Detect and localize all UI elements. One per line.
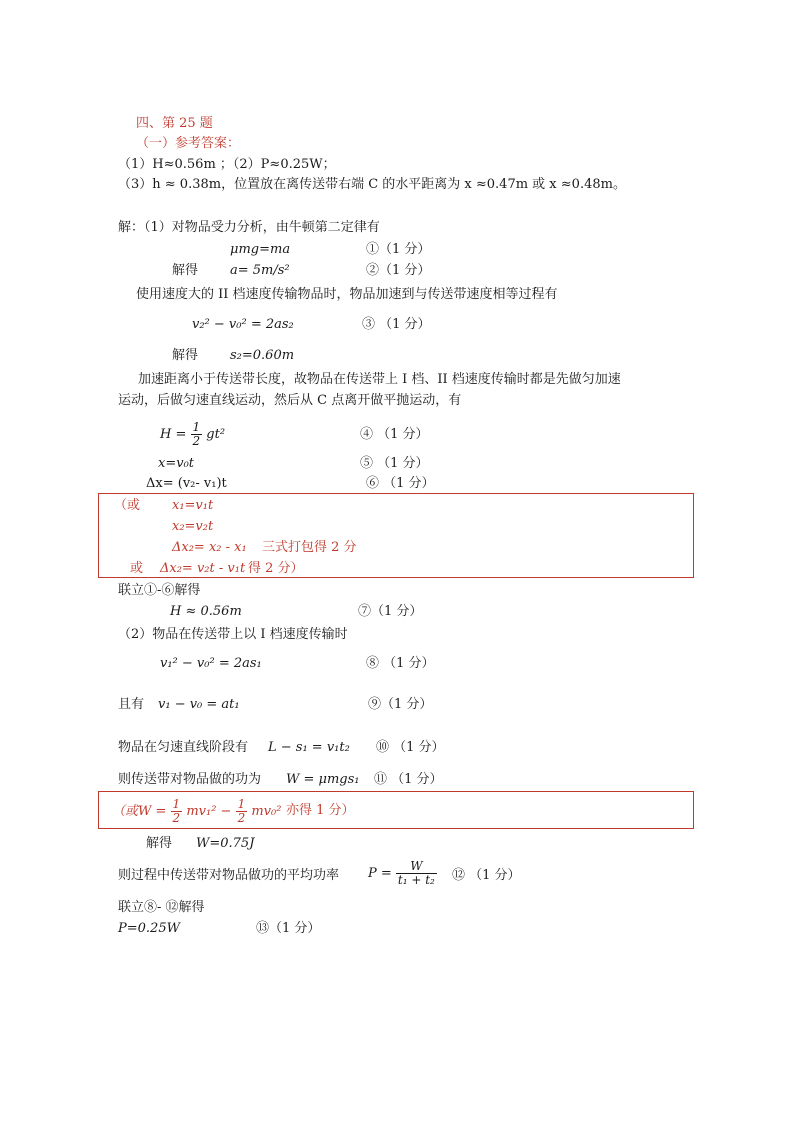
equation-3-result-prefix: 解得 [172, 348, 199, 363]
alternative-eq-3: Δx₂= x₂ - x₁ [172, 540, 247, 555]
equation-2: a= 5m/s² [230, 263, 290, 278]
equation-2-prefix: 解得 [172, 263, 199, 278]
equation-11-mark: ⑪ （1 分） [374, 772, 443, 787]
equation-3-result: s₂=0.60m [230, 348, 295, 363]
paragraph-2: 使用速度大的 II 档速度传输物品时，物品加速到与传送带速度相等过程有 [136, 287, 558, 302]
equation-5-mark: ⑤ （1 分） [360, 456, 429, 471]
equation-12-prefix: 则过程中传送带对物品做功的平均功率 [118, 868, 340, 883]
alternative-eq-1: x₁=v₁t [172, 498, 214, 513]
equation-11: W = μmgs₁ [286, 772, 360, 787]
reference-answer-heading: （一）参考答案： [136, 136, 241, 151]
paragraph-3a: 加速距离小于传送带长度，故物品在传送带上 I 档、II 档速度传输时都是先做匀加速 [138, 372, 621, 387]
equation-12-mark: ⑫ （1 分） [452, 868, 521, 883]
equation-6-mark: ⑥ （1 分） [366, 476, 435, 491]
equation-10-prefix: 物品在匀速直线阶段有 [118, 740, 249, 755]
equation-7: H ≈ 0.56m [170, 604, 242, 619]
solution-intro: 解：（1）对物品受力分析，由牛顿第二定律有 [118, 220, 380, 235]
equation-1-mark: ①（1 分） [366, 242, 431, 257]
equation-9-mark: ⑨（1 分） [368, 697, 433, 712]
answer-line-2: （3）h ≈ 0.38m，位置放在离传送带右端 C 的水平距离为 x ≈0.47m 或 x ≈0.48m。 [118, 177, 626, 192]
equation-12: P = $\frac{W}{\text{t₁ + t₂}}$ [368, 859, 435, 887]
equation-5: x=v₀t [158, 456, 195, 471]
part-2-intro: （2）物品在传送带上以 I 档速度传输时 [118, 627, 348, 642]
equation-11-prefix: 则传送带对物品做的功为 [118, 772, 262, 787]
paragraph-3b: 运动，后做匀速直线运动，然后从 C 点离开做平抛运动，有 [118, 393, 462, 408]
equation-2-mark: ②（1 分） [366, 263, 431, 278]
equation-13-mark: ⑬（1 分） [256, 921, 321, 936]
combine-2: 联立⑧- ⑫解得 [118, 900, 205, 915]
answer-line-1: （1）H≈0.56m ；（2）P≈0.25W； [118, 157, 336, 172]
alternative-or-label: （或 [114, 498, 141, 513]
equation-4: H = $\frac{1}{2}$ gt² [160, 420, 226, 448]
section-heading: 四、第 25 题 [136, 116, 213, 131]
equation-4-mark: ④ （1 分） [360, 427, 429, 442]
alternative-eq-5-fraction-2: $\frac{1}{2}$ [237, 797, 246, 825]
equation-10-mark: ⑩ （1 分） [376, 740, 445, 755]
alternative-eq-5-fraction-1: $\frac{1}{2}$ [172, 797, 181, 825]
alternative-or-label-2: 或 [130, 561, 144, 576]
equation-3: v₂² − v₀² = 2as₂ [192, 317, 294, 332]
equation-8-mark: ⑧ （1 分） [366, 656, 435, 671]
alternative-eq-5: （或W = $\frac{1}{2}$ mv₁² − $\frac{1}{2}$ mv₀² [112, 797, 282, 825]
equation-13: P=0.25W [118, 921, 180, 936]
equation-9: v₁ − v₀ = at₁ [158, 697, 240, 712]
equation-3-mark: ③ （1 分） [362, 317, 431, 332]
equation-12-fraction: $\frac{W}{\text{t₁ + t₂}}$ [397, 859, 435, 887]
alternative-eq-2: x₂=v₂t [172, 519, 214, 534]
equation-10: L − s₁ = v₁t₂ [268, 740, 350, 755]
equation-1: μmg=ma [230, 242, 291, 257]
alternative-eq-3-note: 三式打包得 2 分 [262, 540, 357, 555]
equation-11-result: W=0.75J [196, 836, 255, 851]
equation-6: Δx= (v₂- v₁)t [146, 476, 227, 491]
combine-1: 联立①-⑥解得 [118, 583, 201, 598]
alternative-eq-4: Δx₂= v₂t - v₁t [160, 561, 246, 576]
alternative-eq-4-note: 得 2 分） [248, 561, 304, 576]
equation-8: v₁² − v₀² = 2as₁ [160, 656, 262, 671]
alternative-eq-5-note: 亦得 1 分） [286, 803, 355, 818]
equation-4-fraction: $\frac{1}{2}$ [192, 420, 201, 448]
equation-9-prefix: 且有 [118, 697, 145, 712]
equation-7-mark: ⑦（1 分） [358, 604, 423, 619]
equation-11-result-prefix: 解得 [146, 836, 173, 851]
